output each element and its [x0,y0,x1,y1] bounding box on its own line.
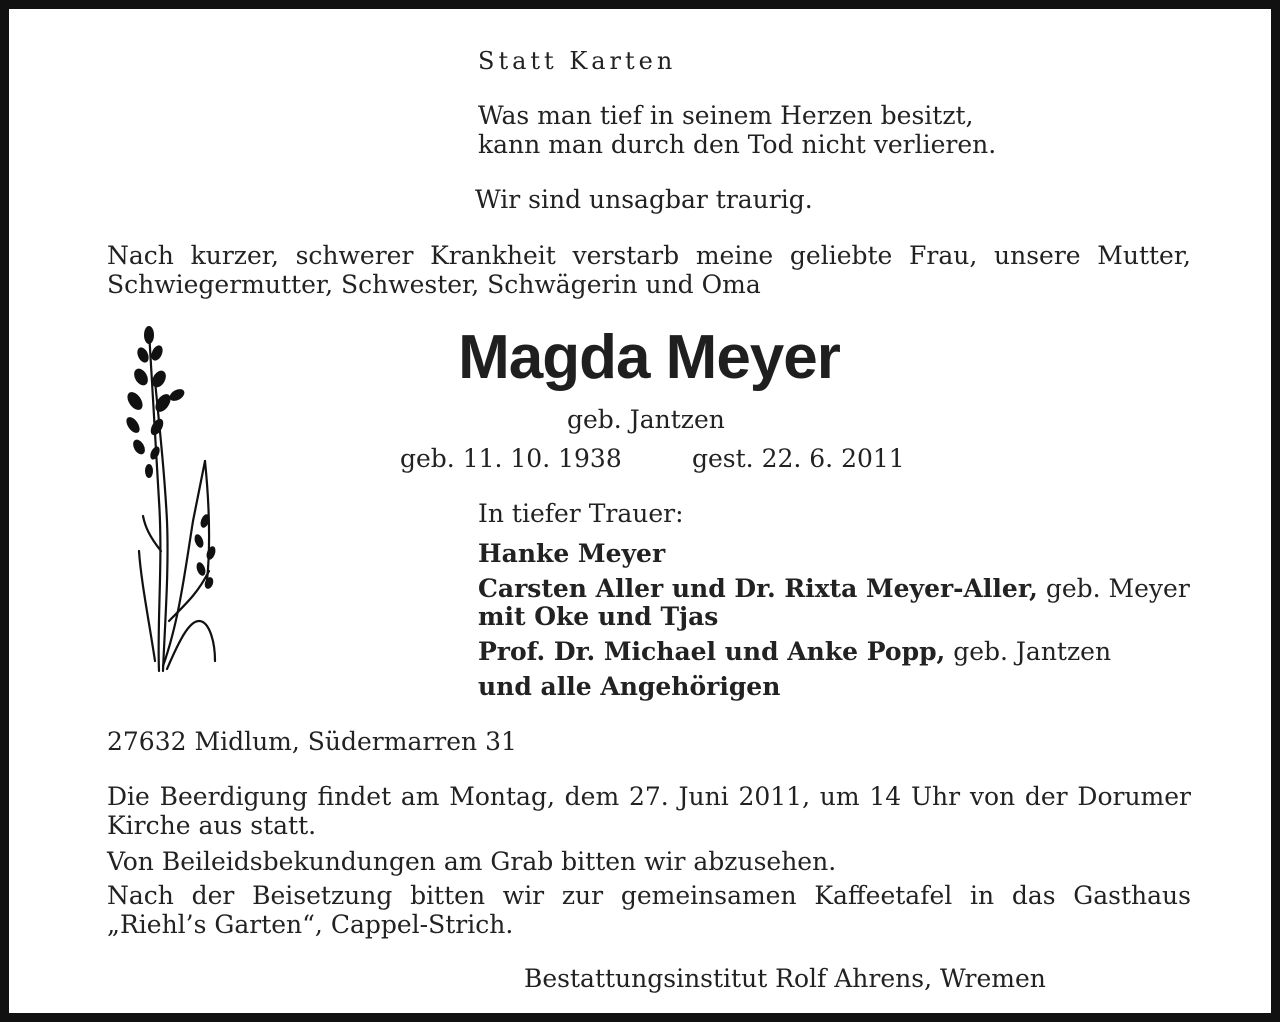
family-address: 27632 Midlum, Südermarren 31 [107,727,517,756]
mourner-line-2 [478,574,1190,603]
mourners-intro: In tiefer Trauer: [478,499,684,528]
mourner-line-1: Hanke Meyer [478,539,666,568]
intro-paragraph: Nach kurzer, schwerer Krankheit verstarb meine geliebte Frau, unsere Mutter, Schwiegermutter, Schwester, Schwägerin und Oma [107,241,1191,299]
mourner-line-3: mit Oke und Tjas [478,602,719,631]
verse-line-2: kann man durch den Tod nicht verlieren. [478,130,997,159]
undertaker-credit: Bestattungsinstitut Rolf Ahrens, Wremen [524,964,1046,993]
condolence-note: Von Beileidsbekundungen am Grab bitten wir abzusehen. [107,847,837,876]
death-date: gest. 22. 6. 2011 [692,444,905,473]
mourner-line-5: und alle Angehörigen [478,672,781,701]
coffee-reception-note: Nach der Beisetzung bitten wir zur gemeinsamen Kaffeetafel in das Gasthaus „Riehl’s Garten“, Cappel-Strich. [107,881,1191,939]
sadness-line: Wir sind unsagbar traurig. [475,185,813,214]
funeral-details: Die Beerdigung findet am Montag, dem 27. Juni 2011, um 14 Uhr von der Dorumer Kirche aus statt. [107,782,1191,840]
birth-date: geb. 11. 10. 1938 [400,444,622,473]
maiden-name: geb. Jantzen [567,405,725,434]
memorial-verse [478,101,996,159]
mourner-line-2-names: Carsten Aller und Dr. Rixta Meyer-Aller, [478,574,1038,603]
mourner-line-2-note: geb. Meyer [1037,574,1190,603]
mourner-line-4-note: geb. Jantzen [945,637,1112,666]
notice-header: Statt Karten [478,47,677,75]
deceased-name: Magda Meyer [458,323,840,392]
verse-line-1: Was man tief in seinem Herzen besitzt, [478,101,974,130]
mourner-line-4-names: Prof. Dr. Michael und Anke Popp, [478,637,946,666]
mourner-line-4 [478,637,1111,666]
